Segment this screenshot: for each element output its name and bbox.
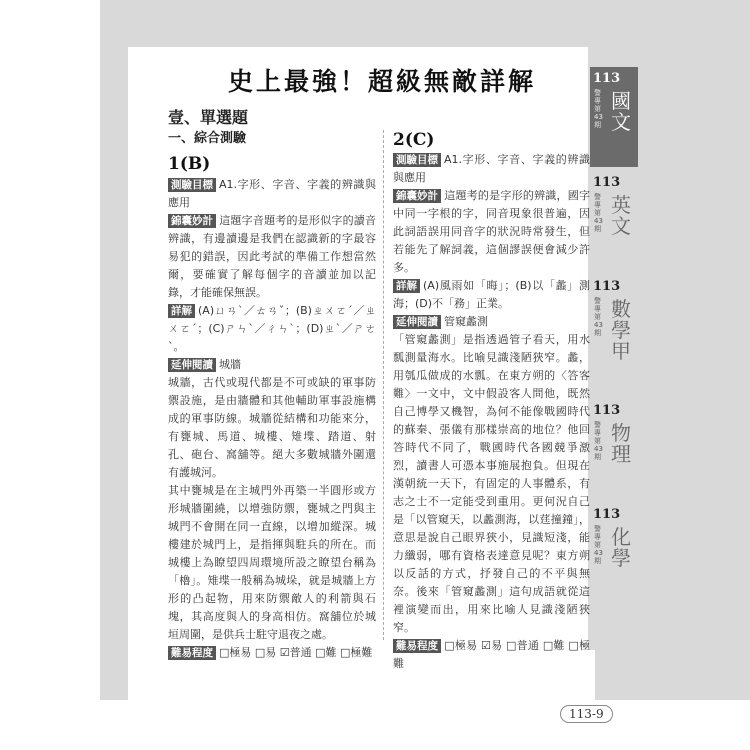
sidebar-subject-label: 化學: [611, 525, 631, 570]
diff-tag: 難易程度: [393, 639, 441, 653]
q2-objective: A1.字形、字音、字義的辨識與應用: [393, 153, 590, 184]
question-2-column: [393, 151, 590, 673]
diff-tag: 難易程度: [168, 646, 216, 660]
q1-ext-row: [168, 356, 376, 374]
sidebar-year: 113: [593, 403, 621, 418]
sidebar-exam-label: 警專 第43期: [594, 525, 603, 565]
q1-diff: □極易 □易 ☑普通 □難 □極難: [219, 646, 373, 659]
sidebar-year: 113: [593, 71, 621, 86]
q1-objective-row: [168, 176, 376, 212]
q1-detail-row: [168, 302, 376, 356]
q2-ext-p1: 「管窺蠡測」是指透過管子看天，用水瓢測量海水。比喻見識淺陋狹窄。蠡，用瓠瓜做成的水瓢。在東方朔的〈答客難〉一文中，文中假設客人問他，既然自己博學又機智，為何不能像戰國時代的蘇秦、張儀有那樣崇高的地位？他回答時代不同了，戰國時代各國競爭激烈，讀書人可憑本事施展抱負。但現在漢朝統一天下，有固定的人事體系，有志之士不一定能受到重用。更何況自己是「以管窺天，以蠡測海，以莛撞鐘」，意思是說自己眼界狹小，見識短淺，能力纖弱，哪有資格表達意見呢？東方朔以反話的方式，抒發自己的不平與無奈。後來「管窺蠡測」這句成語就從這裡演變而出，用來比喻人見識淺陋狹窄。: [393, 333, 590, 634]
detail-tag: 詳解: [393, 279, 420, 293]
sidebar-year: 113: [593, 507, 621, 522]
sidebar-tab-physics[interactable]: [590, 399, 638, 499]
q1-ext-p1: 城牆，古代或現代都是不可或缺的軍事防禦設施，是由牆體和其他輔助軍事設施構成的軍事防線。城牆從結構和功能來分，有甕城、馬道、城樓、雉堞、踏道、射孔、砲台、窩舖等。絕大多數城牆外圍還有護城河。: [168, 376, 376, 479]
ext-tag: 延伸閱讀: [393, 315, 441, 329]
q2-ext-title: 管窺蠡測: [444, 315, 488, 328]
q2-detail-row: [393, 277, 590, 313]
q2-diff: □極易 ☑易 □普通 □難 □極難: [393, 639, 590, 670]
tip-tag: 錦囊妙計: [393, 189, 441, 203]
sidebar-year: 113: [593, 279, 621, 294]
q2-diff-row: [393, 637, 590, 673]
q1-tip-row: [168, 212, 376, 302]
sidebar-tab-english[interactable]: [590, 171, 638, 271]
page-title: 史上最強！超級無敵詳解: [228, 67, 537, 96]
ext-tag: 延伸閱讀: [168, 358, 216, 372]
q2-tip: 這題考的是字形的辨識，國字中同一字根的字，同音現象很普遍，因此詞語誤用同音字的狀況時常發生，但若能先了解詞義，這個謬誤便會減少許多。: [393, 189, 590, 274]
tip-tag: 錦囊妙計: [168, 214, 216, 228]
objective-tag: 測驗目標: [168, 178, 216, 192]
sidebar-subject-label: 英文: [611, 193, 631, 238]
q1-tip: 這題字音題考的是形似字的讀音辨識，有邊讀邊是我們在認識新的字最容易犯的錯誤，因此考試的準備工作想當然爾，要確實了解每個字的音讀並加以記錄，才能確保無誤。: [168, 214, 376, 299]
sidebar-exam-label: 警專 第43期: [594, 89, 603, 129]
sidebar-tab-math[interactable]: [590, 275, 638, 395]
question-1-number: 1(B): [168, 154, 211, 174]
subsection-heading: 一、綜合測驗: [168, 131, 247, 146]
section-heading: 壹、單選題: [168, 108, 249, 127]
sidebar-subject-label: 物理: [611, 421, 631, 466]
sidebar-tab-chinese[interactable]: [590, 67, 638, 167]
sidebar-tab-chemistry[interactable]: [590, 503, 638, 603]
sidebar-exam-label: 警專 第43期: [594, 421, 603, 461]
question-2-number: 2(C): [393, 130, 435, 150]
column-divider: [383, 130, 385, 640]
objective-tag: 測驗目標: [393, 153, 441, 167]
q1-detail: (A)ㄩㄢˋ／ㄊㄢˇ；(B)ㄓㄨㄛˊ／ㄓㄨㄛˊ；(C)ㄕㄣˋ／ㄔㄣˋ；(D)ㄓˋ／ㄕㄜˋ。: [168, 304, 376, 353]
q1-ext-title: 城牆: [219, 358, 241, 371]
sidebar-year: 113: [593, 175, 621, 190]
sidebar-subject-label: 國文: [611, 89, 631, 134]
q2-ext-row: [393, 313, 590, 331]
sidebar-exam-label: 警專 第43期: [594, 193, 603, 233]
page-number: 113-9: [560, 705, 613, 723]
q2-objective-row: [393, 151, 590, 187]
q2-tip-row: [393, 187, 590, 277]
subject-sidebar: [590, 55, 638, 645]
sidebar-subject-label: 數學甲: [611, 297, 631, 363]
sidebar-exam-label: 警專 第43期: [594, 297, 603, 337]
detail-tag: 詳解: [168, 304, 195, 318]
question-1-column: [168, 176, 376, 662]
q1-ext-p2: 其中甕城是在主城門外再築一半圓形或方形城牆圍繞，以增強防禦，甕城之門與主城門不會開在同一直線，以增加縱深。城樓建於城門上，是指揮與駐兵的所在。而城樓上為瞭望四周環境所設之瞭望台稱為「櫓」。雉堞一般稱為城垛，就是城牆上方形的凸起物，用來防禦敵人的利箭與石塊，其高度與人的身高相仿。窩舖位於城垣周圍，是供兵士駐守退夜之處。: [168, 484, 376, 641]
q2-detail: (A)風雨如「晦」；(B)以「蠡」測海；(D)不「務」正業。: [393, 279, 590, 310]
q1-diff-row: [168, 644, 376, 662]
q1-objective: A1.字形、字音、字義的辨識與應用: [168, 178, 376, 209]
